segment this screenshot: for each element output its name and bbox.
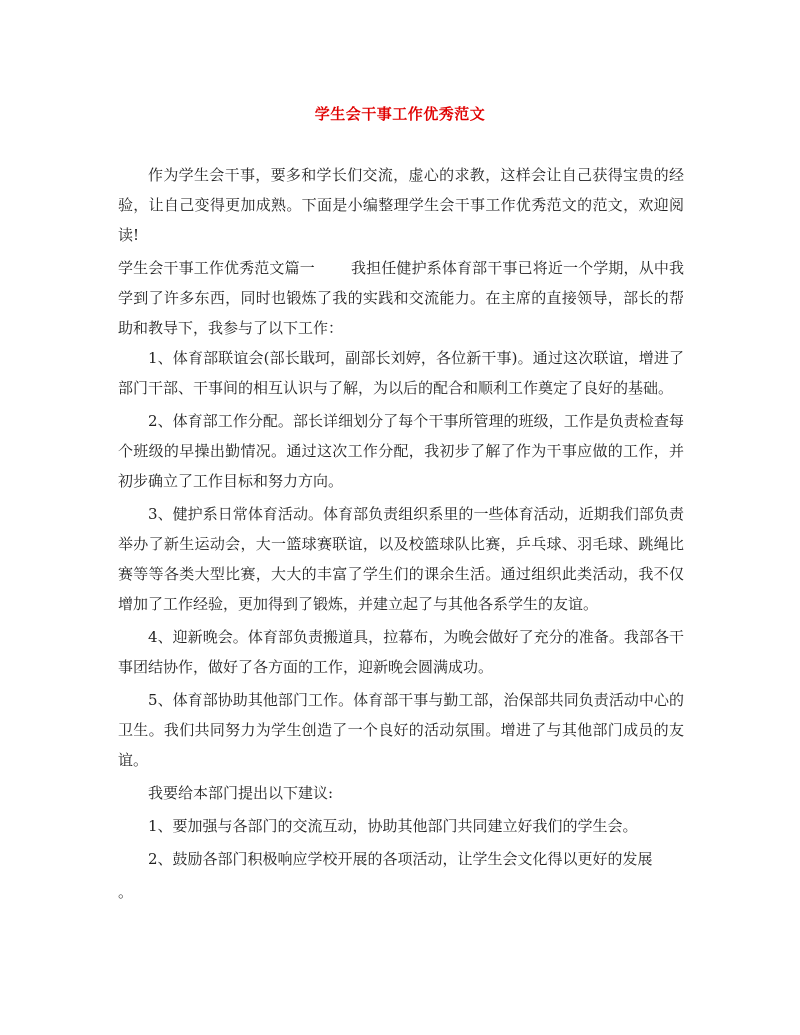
intro-paragraph: 作为学生会干事，要多和学长们交流，虚心的求教，这样会让自己获得宝贵的经验，让自己变得更加成熟。下面是小编整理学生会干事工作优秀范文的范文，欢迎阅读! <box>118 166 684 244</box>
document-title: 学生会干事工作优秀范文 <box>314 105 486 123</box>
document-body <box>118 160 684 907</box>
list-item: 4、迎新晚会。体育部负责搬道具，拉幕布，为晚会做好了充分的准备。我部各干事团结协作，做好了各方面的工作，迎新晚会圆满成功。 <box>118 628 684 676</box>
list-item: 5、体育部协助其他部门工作。体育部干事与勤工部，治保部共同负责活动中心的卫生。我们共同努力为学生创造了一个良好的活动氛围。增进了与其他部门成员的友谊。 <box>118 691 684 769</box>
suggestion-item: 2、鼓励各部门积极响应学校开展的各项活动，让学生会文化得以更好的发展 <box>148 850 653 868</box>
suggestion-item: 1、要加强与各部门的交流互动，协助其他部门共同建立好我们的学生会。 <box>148 817 638 835</box>
section-heading: 学生会干事工作优秀范文篇一 <box>118 259 315 277</box>
section-paragraph <box>118 253 684 343</box>
section-intro: 我担任健护系体育部干事已将近一个学期，从中我学到了许多东西，同时也锻炼了我的实践和交流能力。在主席的直接领导，部长的帮助和教导下，我参与了以下工作： <box>118 259 684 337</box>
list-item: 2、体育部工作分配。部长详细划分了每个干事所管理的班级，工作是负责检查每个班级的早操出勤情况。通过这次工作分配，我初步了解了作为干事应做的工作，并初步确立了工作目标和努力方向。 <box>118 412 684 490</box>
list-item: 1、体育部联谊会(部长戢珂，副部长刘婷，各位新干事)。通过这次联谊，增进了部门干部、干事间的相互认识与了解，为以后的配合和顺利工作奠定了良好的基础。 <box>118 349 684 397</box>
list-item: 3、健护系日常体育活动。体育部负责组织系里的一些体育活动，近期我们部负责举办了新生运动会，大一篮球赛联谊，以及校篮球队比赛，乒乓球、羽毛球、跳绳比赛等等各类大型比赛，大大的丰富了学生们的课余生活。通过组织此类活动，我不仅增加了工作经验，更加得到了锻炼，并建立起了与其他各系学生的友谊。 <box>118 505 684 613</box>
trailing-mark: 。 <box>118 883 134 901</box>
suggestion-intro: 我要给本部门提出以下建议: <box>148 784 334 802</box>
